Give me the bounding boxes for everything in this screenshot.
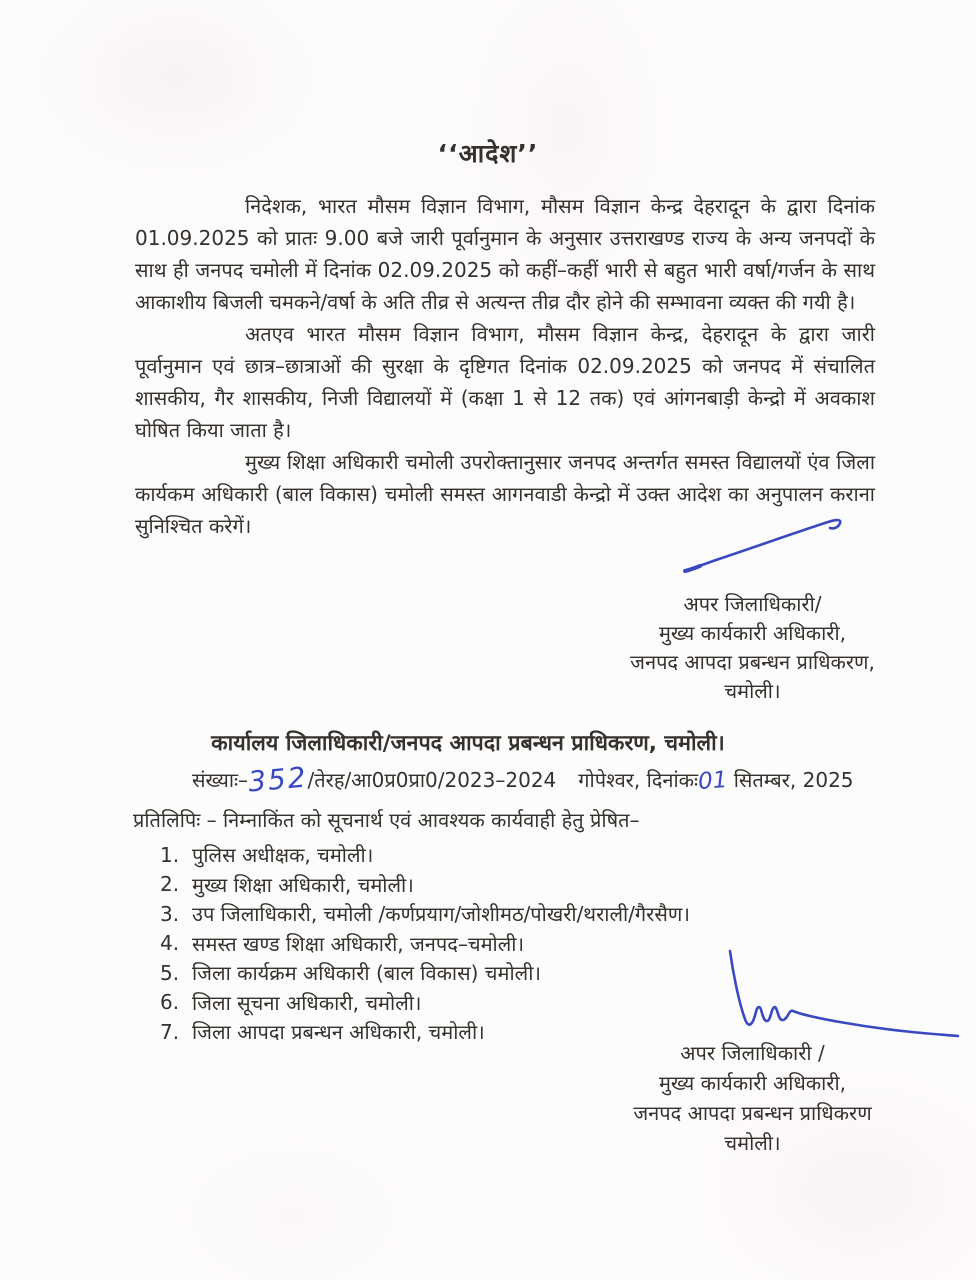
order-paragraph-1: निदेशक, भारत मौसम विज्ञान विभाग, मौसम विज्ञान केन्द्र देहरादून के द्वारा दिनांक 01.09.2025 को प्रातः 9.00 बजे जारी पूर्वानुमान के अनुसार उत्तराखण्ड राज्य के अन्य जनपदों के साथ ही जनपद चमोली में दिनांक 02.09.2025 को कहीं–कहीं भारी से बहुत भारी वर्षा/गर्जन के साथ आकाशीय बिजली चमकने/वर्षा के अति तीव्र से अत्यन्त तीव्र दौर होने की सम्भावना व्यक्त की गयी है। xyxy=(135,194,875,314)
order-title: ‘‘आदेश’’ xyxy=(437,139,539,168)
handwritten-letter-number: 352 xyxy=(246,760,309,799)
reference-middle: /तेरह/आ0प्र0प्रा0/2023–2024 xyxy=(307,768,557,792)
recipient-item xyxy=(160,899,860,929)
signatory-designation: मुख्य कार्यकारी अधिकारी, xyxy=(658,1071,847,1095)
recipient-text: जिला कार्यक्रम अधिकारी (बाल विकास) चमोली। xyxy=(192,961,541,986)
recipient-text: मुख्य शिक्षा अधिकारी, चमोली। xyxy=(192,872,414,897)
signature-block-bottom xyxy=(580,1038,925,1158)
recipient-item xyxy=(160,840,860,870)
signatory-authority: जनपद आपदा प्रबन्धन प्राधिकरण xyxy=(633,1101,872,1125)
order-body xyxy=(135,190,875,542)
recipient-text: उप जिलाधिकारी, चमोली /कर्णप्रयाग/जोशीमठ/पोखरी/थराली/गैरसैण। xyxy=(192,902,690,927)
recipient-number: 3. xyxy=(160,901,180,926)
signatory-designation: अपर जिलाधिकारी/ xyxy=(683,592,822,616)
signature-scribble xyxy=(712,945,967,1045)
recipient-text: जिला सूचना अधिकारी, चमोली। xyxy=(192,990,422,1015)
recipient-number: 2. xyxy=(160,872,180,897)
signatory-designation: मुख्य कार्यकारी अधिकारी, xyxy=(658,621,847,645)
order-paragraph-3: मुख्य शिक्षा अधिकारी चमोली उपरोक्तानुसार जनपद अन्तर्गत समस्त विद्यालयों एंव जिला कार्यकम अधिकारी (बाल विकास) चमोली समस्त आगनवाडी केन्द्रो में उक्त आदेश का अनुपालन कराना सुनिश्चित करेगें। xyxy=(135,450,875,538)
pen-flourish-stroke xyxy=(682,506,872,578)
signatory-authority: जनपद आपदा प्रबन्धन प्राधिकरण, xyxy=(630,650,875,674)
recipient-text: समस्त खण्ड शिक्षा अधिकारी, जनपद–चमोली। xyxy=(192,931,525,956)
signatory-designation: अपर जिलाधिकारी / xyxy=(680,1041,825,1065)
place-date-prefix: गोपेश्वर, दिनांकः xyxy=(578,768,699,792)
signatory-place: चमोली। xyxy=(724,679,781,703)
order-paragraph-2: अतएव भारत मौसम विज्ञान विभाग, मौसम विज्ञान केन्द्र, देहरादून के द्वारा जारी पूर्वानुमान एवं छात्र–छात्राओं की सुरक्षा के दृष्टिगत दिनांक 02.09.2025 को जनपद में संचालित शासकीय, गैर शासकीय, निजी विद्यालयों में (कक्षा 1 से 12 तक) एवं आंगनबाड़ी केन्द्रो में अवकाश घोषित किया जाता है। xyxy=(135,322,875,442)
handwritten-day: 01 xyxy=(697,767,729,795)
recipient-number: 1. xyxy=(160,842,180,867)
signature-block-top xyxy=(580,590,925,706)
recipient-text: पुलिस अधीक्षक, चमोली। xyxy=(192,843,374,868)
recipient-number: 4. xyxy=(160,931,180,956)
signatory-place: चमोली। xyxy=(724,1131,781,1155)
recipient-number: 7. xyxy=(160,1019,180,1044)
recipient-item xyxy=(160,870,860,900)
recipient-number: 6. xyxy=(160,990,180,1015)
recipient-number: 5. xyxy=(160,960,180,985)
copy-distribution-line: प्रतिलिपिः – निम्नाकिंत को सूचनार्थ एवं आवश्यक कार्यवाही हेतु प्रेषित– xyxy=(133,808,640,832)
recipient-text: जिला आपदा प्रबन्धन अधिकारी, चमोली। xyxy=(192,1020,485,1045)
reference-prefix: संख्याः– xyxy=(192,768,249,792)
reference-line xyxy=(192,760,912,799)
date-suffix: सितम्बर, 2025 xyxy=(733,768,854,792)
office-heading: कार्यालय जिलाधिकारी/जनपद आपदा प्रबन्धन प्राधिकरण, चमोली। xyxy=(211,731,725,756)
